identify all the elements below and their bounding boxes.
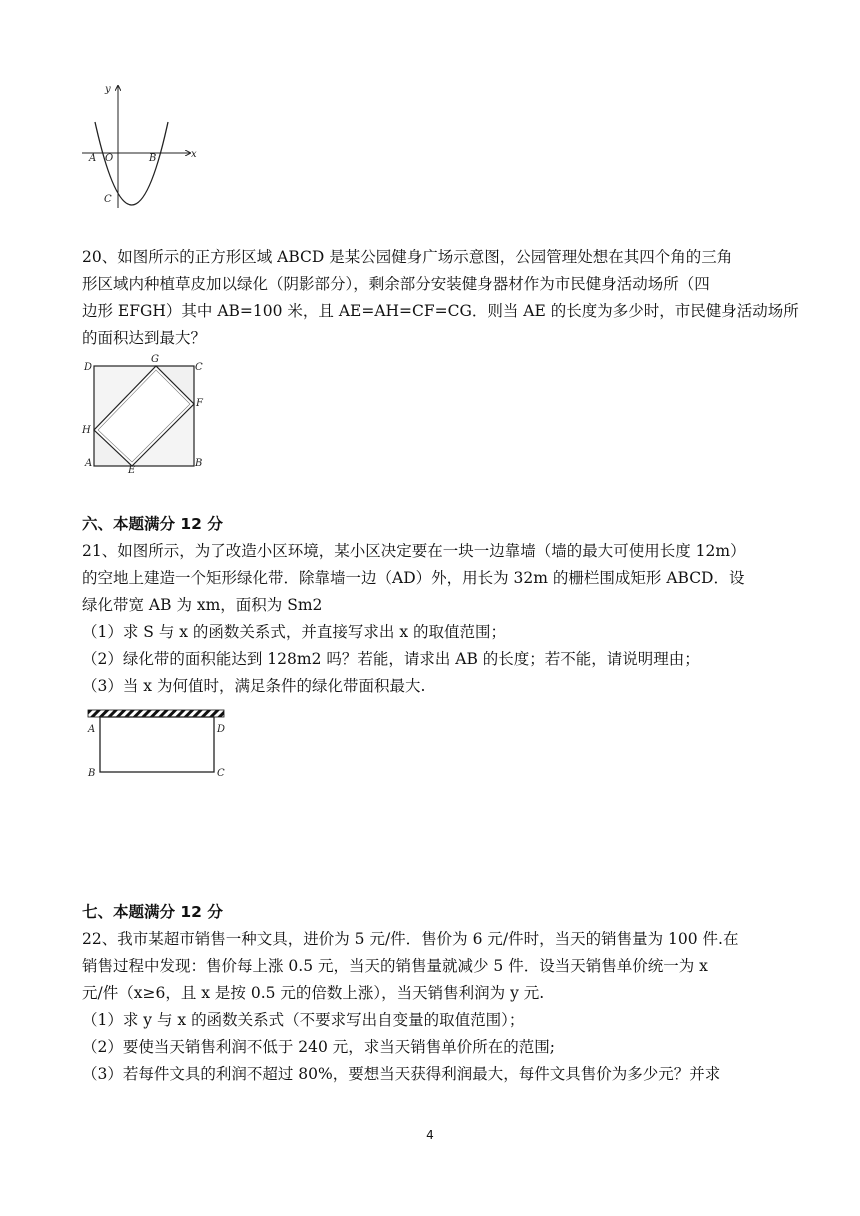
q22-line-4: （1）求 y 与 x 的函数关系式（不要求写出自变量的取值范围）； — [82, 1011, 525, 1029]
q21-line-2: 的空地上建造一个矩形绿化带．除靠墙一边（AD）外，用长为 32m 的栅栏围成矩形 ABCD．设 — [82, 569, 745, 587]
label-b: B — [88, 768, 96, 779]
q22-line-2: 销售过程中发现：售价每上涨 0.5 元，当天的销售量就减少 5 件．设当天销售单价统一为 x — [82, 957, 708, 975]
section-7-heading: 七、本题满分 12 分 — [82, 903, 223, 921]
label-a: A — [85, 458, 93, 469]
y-axis-label: y — [105, 84, 111, 95]
q21-line-6: （3）当 x 为何值时，满足条件的绿化带面积最大. — [82, 677, 426, 695]
page-number: 4 — [426, 1128, 434, 1142]
label-h: H — [82, 425, 91, 436]
square-park-figure — [80, 352, 210, 474]
q22-line-3: 元/件（x≥6，且 x 是按 0.5 元的倍数上涨），当天销售利润为 y 元. — [82, 984, 545, 1002]
rectangle-abcd — [100, 717, 214, 772]
point-o-label: O — [105, 153, 114, 164]
point-a-label: A — [89, 153, 97, 164]
q21-line-3: 绿化带宽 AB 为 xm，面积为 Sm2 — [82, 596, 323, 614]
label-d: D — [217, 724, 226, 735]
label-d: D — [84, 362, 93, 373]
x-axis-label: x — [191, 149, 197, 160]
label-b: B — [195, 458, 203, 469]
q20-line-4: 的面积达到最大？ — [82, 329, 207, 347]
q22-line-5: （2）要使当天销售利润不低于 240 元，求当天销售单价所在的范围; — [82, 1038, 556, 1056]
q21-line-5: （2）绿化带的面积能达到 128m2 吗？若能，请求出 AB 的长度；若不能，请说明理由； — [82, 650, 700, 668]
label-c: C — [195, 362, 203, 373]
q20-line-1: 20、如图所示的正方形区域 ABCD 是某公园健身广场示意图，公园管理处想在其四个角的三角 — [82, 248, 733, 266]
parabola-figure — [78, 80, 208, 215]
q22-line-6: （3）若每件文具的利润不超过 80%，要想当天获得利润最大，每件文具售价为多少元？并求 — [82, 1065, 721, 1083]
label-a: A — [88, 724, 96, 735]
q20-line-3: 边形 EFGH）其中 AB=100 米，且 AE=AH=CF=CG．则当 AE 的长度为多少时，市民健身活动场所 — [82, 302, 799, 320]
point-b-label: B — [149, 153, 157, 164]
point-c-label: C — [104, 194, 112, 205]
label-c: C — [217, 768, 225, 779]
q21-line-4: （1）求 S 与 x 的函数关系式，并直接写求出 x 的取值范围； — [82, 623, 507, 641]
label-f: F — [196, 398, 203, 409]
q20-line-2: 形区域内种植草皮加以绿化（阴影部分），剩余部分安装健身器材作为市民健身活动场所（四 — [82, 275, 710, 293]
wall-hatching — [88, 710, 224, 717]
section-6-heading: 六、本题满分 12 分 — [82, 515, 223, 533]
label-g: G — [151, 354, 159, 365]
q21-line-1: 21、如图所示，为了改造小区环境，某小区决定要在一块一边靠墙（墙的最大可使用长度 12m） — [82, 542, 746, 560]
q22-line-1: 22、我市某超市销售一种文具，进价为 5 元/件．售价为 6 元/件时，当天的销售量为 100 件.在 — [82, 930, 739, 948]
wall-rectangle-figure — [84, 706, 234, 786]
label-e: E — [128, 465, 136, 474]
